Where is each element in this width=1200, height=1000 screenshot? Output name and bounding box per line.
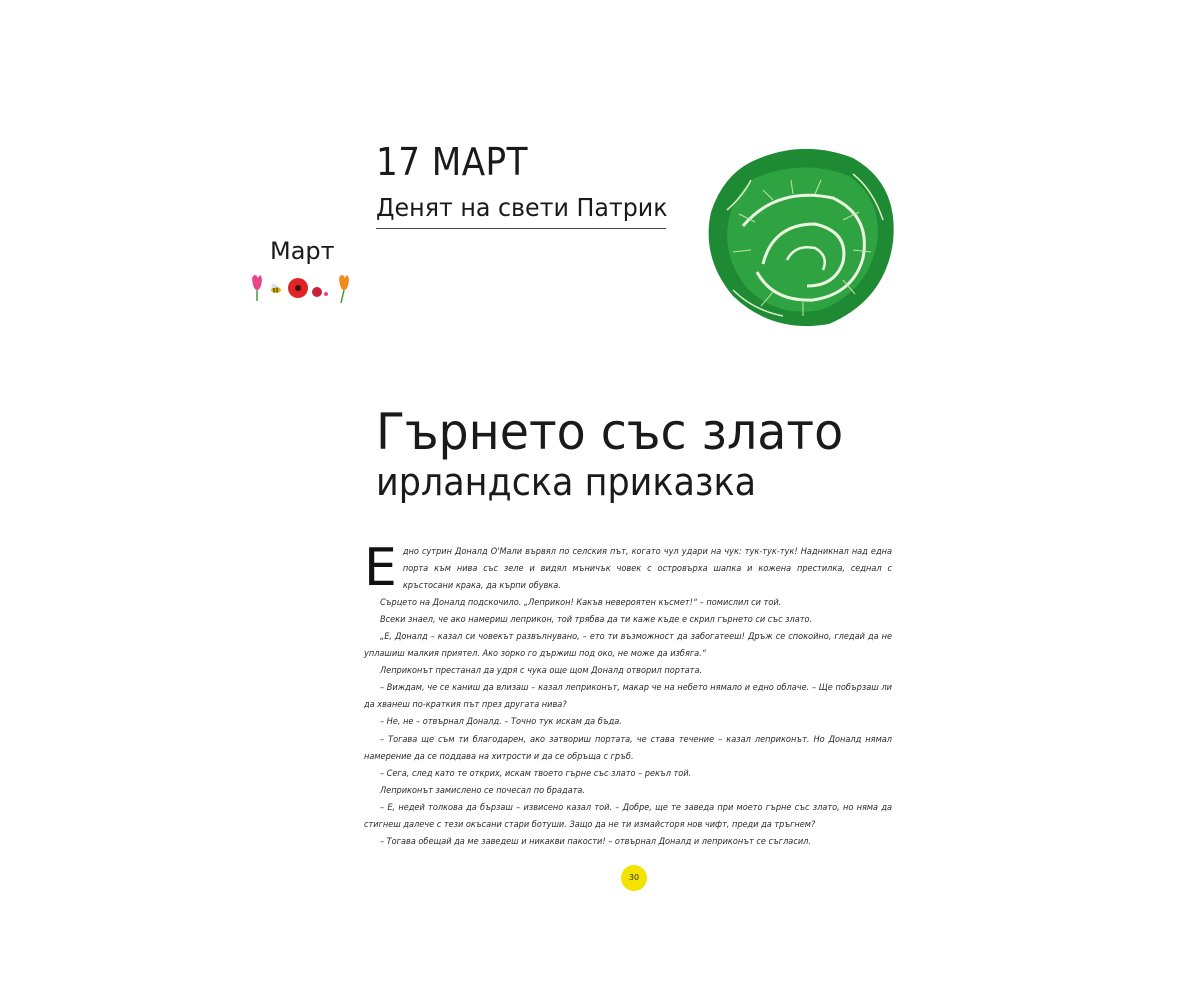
story-subtitle: ирландска приказка (376, 460, 757, 504)
spring-flowers-icon (248, 270, 358, 306)
drop-cap: Е (364, 538, 397, 598)
holiday-underline (376, 228, 666, 229)
story-paragraph: Леприконът замислено се почесал по брадата. (380, 785, 586, 796)
date-heading: 17 МАРТ (376, 140, 528, 184)
story-paragraph: – Виждам, че се каниш да влизаш – казал леприконът, макар че на небето нямало и едно облаче. – Ще побързаш ли да хванеш по-краткия път през другата нива? (364, 683, 892, 711)
month-label: Март (270, 237, 335, 265)
story-paragraph: – Е, недей толкова да бързаш – извисено казал той. – Добре, ще те заведа при моето гърне със злато, но няма да стигнеш далече с тези окъсани стари ботуши. Защо да не ти измайсторя нов чифт, преди да тръгнем? (364, 802, 892, 830)
page-number: 30 (621, 865, 647, 891)
story-paragraph: – Сега, след като те открих, искам твоето гърне със злато – рекъл той. (380, 768, 692, 779)
holiday-title: Денят на свети Патрик (376, 193, 668, 222)
story-paragraph: – Не, не – отвърнал Доналд. – Точно тук искам да бъда. (380, 717, 622, 728)
story-body (364, 538, 892, 851)
story-paragraph: – Тогава обещай да ме заведеш и никакви пакости! – отвърнал Доналд и леприконът се съгласил. (380, 836, 811, 847)
story-paragraph: – Тогава ще съм ти благодарен, ако затвориш портата, че става течение – казал леприконът. Но Доналд нямал намерение да се поддава на хитрости и да се обръща с гръб. (364, 734, 892, 762)
story-paragraph: Всеки знаел, че ако намериш леприкон, той трябва да ти каже къде е скрил гърнето си със злато. (380, 615, 813, 626)
story-paragraph: Сърцето на Доналд подскочило. „Леприкон! Какъв невероятен късмет!“ – помислил си той. (380, 598, 782, 609)
cabbage-illustration (703, 140, 899, 330)
story-paragraph: Едно сутрин Доналд О'Мали вървял по селския път, когато чул удари на чук: тук-тук-тук! Надникнал над една порта към нива със зеле и видял мъничък човек с островърха шапка и кожена престилка, седнал с кръстосани крака, да кърпи обувка. (364, 538, 892, 598)
story-paragraph: „Е, Доналд – казал си човекът развълнувано, – ето ти възможност да забогатееш! Дръж се спокойно, гледай да не уплашиш малкия приятел. Ако зорко го държиш под око, не може да избяга.“ (364, 632, 892, 660)
story-title: Гърнето със злато (376, 403, 844, 461)
story-paragraph: Леприконът престанал да удря с чука още щом Доналд отворил портата. (380, 666, 703, 677)
